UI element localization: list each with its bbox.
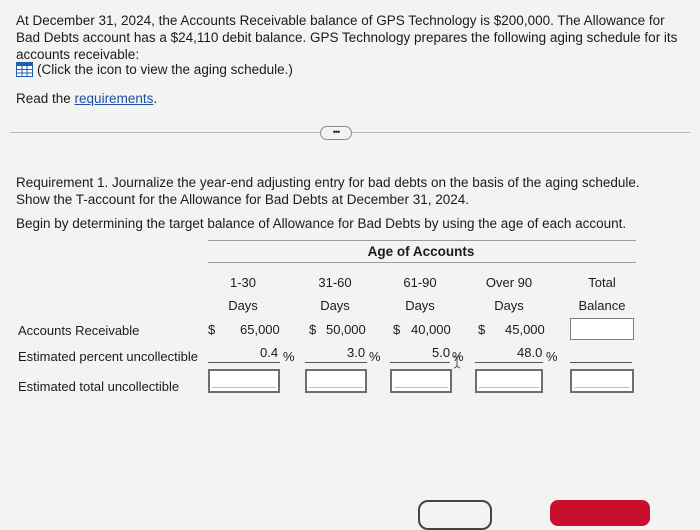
total-uncollectible-over-90-input[interactable]	[475, 369, 543, 393]
col-header-total-balance: Balance	[578, 298, 626, 313]
col-header-total: Total	[588, 275, 616, 290]
pct-value-over-90: 48.0	[517, 345, 543, 360]
col-header-61-90-days: Days	[405, 298, 435, 313]
total-uncollectible-total-input[interactable]	[570, 369, 634, 393]
pct-value-31-60: 3.0	[347, 345, 366, 360]
ar-currency-4: $	[478, 322, 486, 337]
col-header-61-90: 61-90	[403, 275, 437, 290]
col-header-31-60: 31-60	[318, 275, 352, 290]
total-uncollectible-31-60-input[interactable]	[305, 369, 367, 393]
row-label-total-uncollectible: Estimated total uncollectible	[18, 379, 180, 394]
bottom-primary-button[interactable]	[550, 500, 650, 526]
problem-intro: At December 31, 2024, the Accounts Receivable balance of GPS Technology is $200,000. The Allowance for Bad Debts account has a $24,110 debit balance. GPS Technology prepares the following aging schedule for its accounts receivable:	[16, 13, 678, 62]
ar-currency-1: $	[208, 322, 216, 337]
pct-underline-total	[570, 362, 632, 363]
ar-value-31-60: 50,000	[326, 322, 366, 337]
table-grid-icon[interactable]	[16, 62, 33, 77]
table-header-rule	[208, 262, 636, 263]
col-header-over-90-days: Days	[494, 298, 524, 313]
col-header-1-30: 1-30	[229, 275, 257, 290]
ar-value-over-90: 45,000	[505, 322, 545, 337]
ar-total-input[interactable]	[570, 318, 634, 340]
requirement-1-text: Requirement 1. Journalize the year-end adjusting entry for bad debts on the basis of the aging schedule. Show the T-account for the Allowance for Bad Debts at December 31, 2024.	[16, 175, 640, 207]
bottom-outline-button[interactable]	[418, 500, 492, 530]
ar-currency-2: $	[309, 322, 317, 337]
ar-currency-3: $	[393, 322, 401, 337]
total-uncollectible-61-90-input[interactable]	[390, 369, 452, 393]
aging-schedule-row[interactable]	[16, 62, 293, 77]
row-label-accounts-receivable: Accounts Receivable	[18, 323, 140, 338]
read-requirements	[16, 91, 157, 106]
pct-value-61-90: 5.0	[432, 345, 451, 360]
aging-schedule-link[interactable]: (Click the icon to view the aging schedule.)	[37, 62, 293, 77]
pct-underline-4	[475, 362, 543, 363]
table-top-rule	[208, 240, 636, 241]
pct-underline-2	[305, 362, 367, 363]
col-header-over-90: Over 90	[485, 275, 533, 290]
requirements-link[interactable]: requirements	[74, 91, 154, 106]
col-header-31-60-days: Days	[320, 298, 350, 313]
text-cursor-icon	[452, 355, 462, 369]
pct-underline-1	[208, 362, 280, 363]
read-prefix: Read the	[16, 91, 75, 106]
expand-more-button[interactable]: •••	[320, 126, 352, 140]
pct-sign-4: %	[546, 349, 558, 364]
total-uncollectible-1-30-input[interactable]	[208, 369, 280, 393]
ar-value-1-30: 65,000	[240, 322, 280, 337]
age-of-accounts-header: Age of Accounts	[367, 244, 475, 259]
row-label-percent-uncollectible: Estimated percent uncollectible	[18, 349, 198, 364]
pct-value-1-30: 0.4	[260, 345, 279, 360]
ar-value-61-90: 40,000	[411, 322, 451, 337]
begin-instruction: Begin by determining the target balance of Allowance for Bad Debts by using the age of each account.	[16, 216, 627, 231]
pct-sign-1: %	[283, 349, 295, 364]
pct-underline-3	[390, 362, 450, 363]
pct-sign-2: %	[369, 349, 381, 364]
read-suffix: .	[153, 91, 158, 106]
pct-sign-3: %	[452, 349, 464, 364]
col-header-1-30-days: Days	[228, 298, 258, 313]
